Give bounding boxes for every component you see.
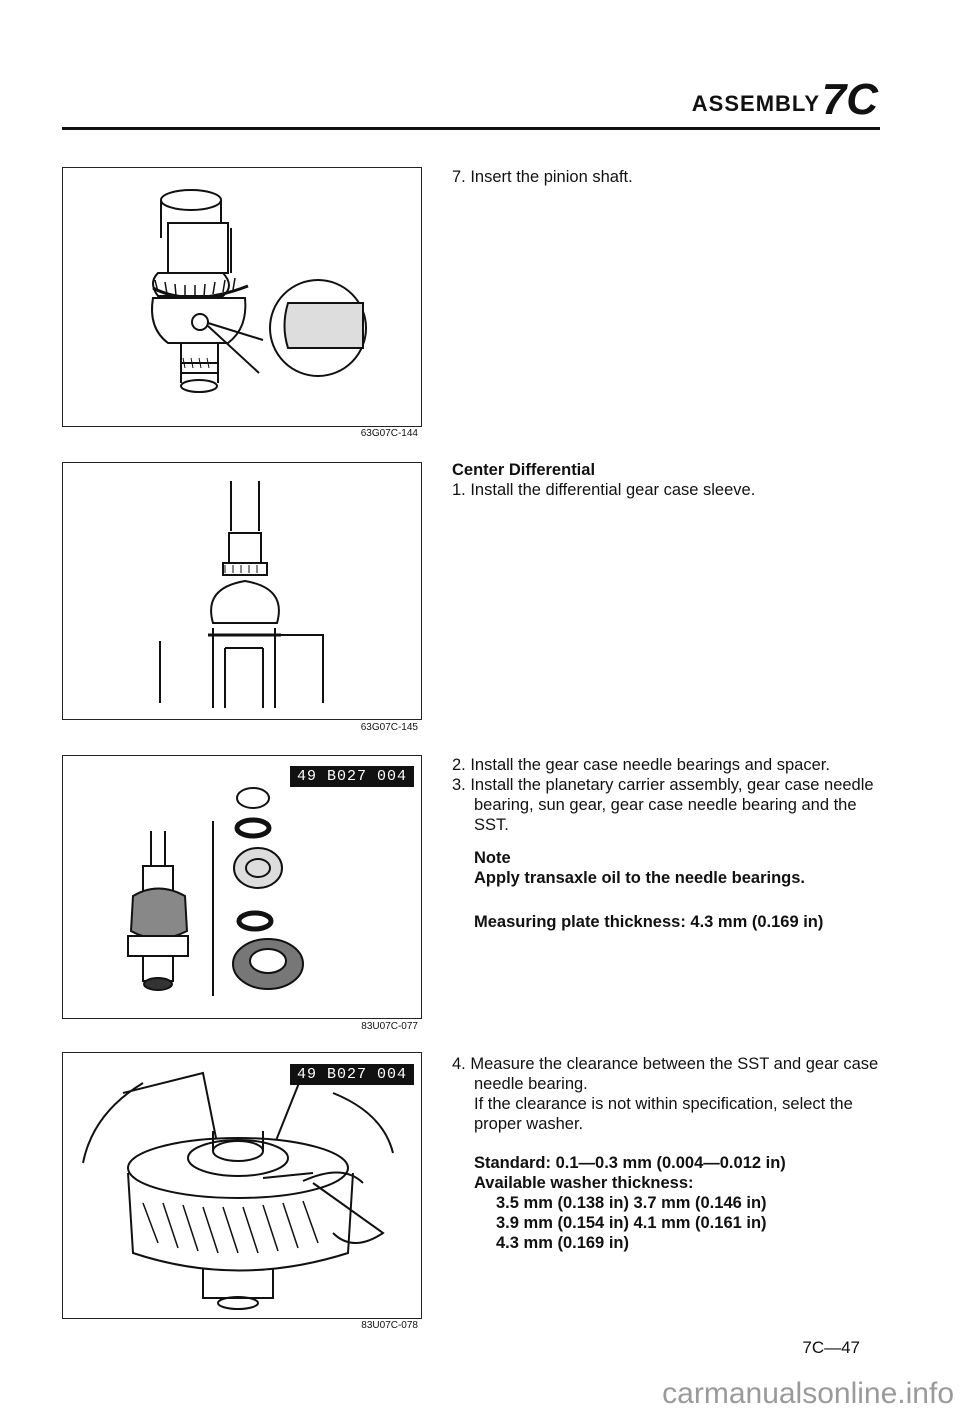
gear-case-sleeve-illustration bbox=[63, 463, 421, 719]
clearance-measure-illustration bbox=[63, 1053, 421, 1318]
step-7: 7. Insert the pinion shaft. bbox=[452, 168, 633, 186]
figure-code-4: 83U07C-078 bbox=[361, 1320, 418, 1331]
standard-clearance: Standard: 0.1—0.3 mm (0.004—0.012 in) bbox=[474, 1154, 786, 1172]
center-differential-heading: Center Differential bbox=[452, 461, 596, 479]
figure-code-3: 83U07C-077 bbox=[361, 1021, 418, 1032]
washer-line-1: 3.5 mm (0.138 in) 3.7 mm (0.146 in) bbox=[496, 1194, 767, 1212]
section-title: ASSEMBLY bbox=[691, 91, 820, 116]
figure-code-1: 63G07C-144 bbox=[360, 428, 418, 439]
figure-pinion-shaft bbox=[62, 167, 422, 427]
step-4: 4. Measure the clearance between the SST and gear case needle bearing. bbox=[452, 1055, 879, 1093]
step-1: 1. Install the differential gear case sleeve. bbox=[452, 481, 756, 499]
note-text: Apply transaxle oil to the needle bearings. bbox=[474, 869, 805, 887]
pinion-shaft-illustration bbox=[63, 168, 421, 426]
figure-gear-case-sleeve bbox=[62, 462, 422, 720]
sst-label-1: 49 B027 004 bbox=[290, 766, 414, 787]
washer-heading: Available washer thickness: bbox=[474, 1174, 694, 1192]
planetary-carrier-illustration bbox=[63, 756, 421, 1018]
washer-line-3: 4.3 mm (0.169 in) bbox=[496, 1234, 629, 1252]
washer-line-2: 3.9 mm (0.154 in) 4.1 mm (0.161 in) bbox=[496, 1214, 767, 1232]
step-4-continued: If the clearance is not within specification, select the proper washer. bbox=[474, 1095, 853, 1133]
figure-planetary-carrier bbox=[62, 755, 422, 1019]
step-2: 2. Install the gear case needle bearings and spacer. bbox=[452, 756, 830, 774]
figure-code-2: 63G07C-145 bbox=[360, 722, 418, 733]
chapter-label: 7C bbox=[821, 75, 878, 124]
step-3: 3. Install the planetary carrier assembly, gear case needle bearing, sun gear, gear case needle bearing and the SST. bbox=[452, 776, 874, 834]
figure-clearance-measure bbox=[62, 1052, 422, 1319]
measuring-plate-thickness: Measuring plate thickness: 4.3 mm (0.169 in) bbox=[474, 913, 824, 931]
watermark: carmanualsonline.info bbox=[662, 1377, 954, 1410]
note-label: Note bbox=[474, 849, 511, 867]
page-header bbox=[62, 75, 880, 130]
page-number: 7C—47 bbox=[802, 1338, 860, 1357]
sst-label-2: 49 B027 004 bbox=[290, 1064, 414, 1085]
